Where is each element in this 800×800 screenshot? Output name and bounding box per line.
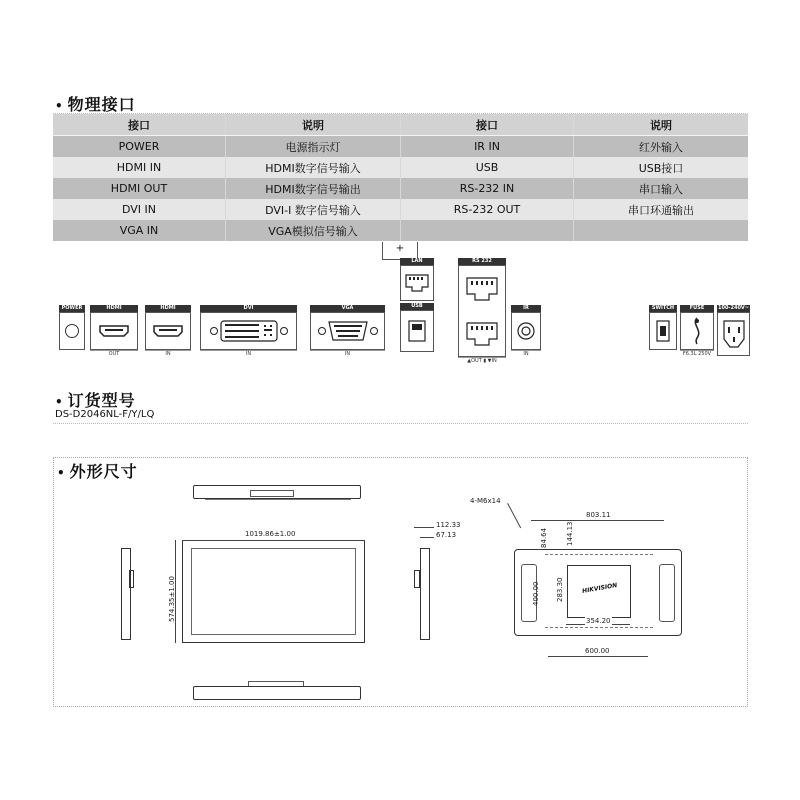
ac-inlet-icon bbox=[720, 319, 748, 349]
table-cell bbox=[401, 220, 574, 241]
table-cell: DVI IN bbox=[53, 199, 226, 220]
port-sub-label: F6.3L 250V bbox=[680, 350, 714, 357]
hdmi-icon bbox=[153, 325, 183, 337]
divider bbox=[53, 423, 748, 424]
bottom-view-drawing bbox=[193, 686, 361, 700]
table-cell: USB接口 bbox=[638, 161, 684, 175]
hdmi-port-body bbox=[90, 312, 138, 350]
table-cell: USB bbox=[401, 157, 574, 178]
table-cell: HDMI IN bbox=[53, 157, 226, 178]
brand-logo: HIKVISION bbox=[581, 581, 618, 596]
dim-line bbox=[182, 540, 365, 541]
table-row bbox=[53, 157, 748, 178]
side-view-left-mount bbox=[129, 570, 134, 588]
fuse-body bbox=[680, 312, 714, 350]
port-sub-label: IN bbox=[200, 350, 297, 357]
rear-right-bracket bbox=[659, 564, 675, 622]
port-label: DVI bbox=[200, 305, 297, 312]
port-label: RS 232 bbox=[458, 258, 506, 265]
rear-width-dimension: 803.11 bbox=[586, 511, 611, 519]
port-label: VGA bbox=[310, 305, 385, 312]
port-hdmi-out bbox=[90, 305, 138, 357]
port-dvi bbox=[200, 305, 297, 357]
rear-283-dimension: 283.30 bbox=[556, 577, 564, 602]
port-label: IR bbox=[511, 305, 541, 312]
table-row bbox=[53, 135, 748, 157]
height-dimension: 574.35±1.00 bbox=[168, 576, 176, 622]
order-section-title: • 订货型号 bbox=[55, 391, 136, 410]
port-usb bbox=[400, 303, 434, 352]
rear-600-dimension: 600.00 bbox=[585, 647, 610, 655]
interfaces-title-text: 物理接口 bbox=[67, 95, 136, 114]
usb-port-body bbox=[400, 310, 434, 352]
hdmi-port-body bbox=[145, 312, 191, 350]
table-cell: RS-232 IN bbox=[401, 178, 574, 199]
vga-port-body bbox=[310, 312, 385, 350]
audio-jack-icon bbox=[516, 321, 536, 341]
top-view-port-panel bbox=[250, 490, 294, 497]
hdmi-icon bbox=[99, 325, 129, 337]
interfaces-section-title: • 物理接口 bbox=[55, 95, 136, 114]
port-sub-label: ▲OUT ▮ ▼IN bbox=[458, 357, 506, 364]
table-row bbox=[53, 199, 748, 220]
table-cell: HDMI数字信号输入 bbox=[226, 157, 401, 178]
port-fuse bbox=[680, 305, 714, 357]
table-row bbox=[53, 178, 748, 199]
rs232-out-icon bbox=[463, 274, 501, 304]
table-header-row bbox=[53, 114, 748, 135]
dim-line bbox=[414, 527, 434, 528]
port-label: HDMI bbox=[145, 305, 191, 312]
table-cell: 红外输入 bbox=[639, 140, 683, 154]
top-view-feet bbox=[205, 499, 351, 503]
order-model: DS-D2046NL-F/Y/LQ bbox=[55, 409, 155, 420]
rj45-icon bbox=[404, 273, 430, 293]
port-label: 100-240V~ bbox=[717, 305, 749, 311]
bottom-view-bracket bbox=[248, 681, 304, 686]
rs232-port-body bbox=[458, 265, 506, 357]
table-cell: RS-232 OUT bbox=[401, 199, 574, 220]
rear-144-dimension: 144.13 bbox=[566, 521, 574, 546]
table-cell bbox=[574, 220, 748, 241]
rear-vent-row bbox=[545, 554, 653, 558]
port-ac bbox=[717, 305, 750, 356]
lan-port-body bbox=[400, 265, 434, 301]
port-hdmi-in bbox=[145, 305, 191, 357]
port-label: FUSE bbox=[680, 305, 714, 312]
depth-body-dimension: 67.13 bbox=[436, 531, 457, 539]
side-view-right bbox=[420, 548, 430, 640]
dim-line bbox=[531, 520, 664, 521]
port-sub-label: IN bbox=[310, 350, 385, 357]
port-label: LAN bbox=[400, 258, 434, 265]
plus-icon: + bbox=[395, 243, 405, 254]
rear-84-dimension: 84.64 bbox=[540, 527, 548, 548]
ir-port-body bbox=[511, 312, 541, 350]
table-cell: VGA模拟信号输入 bbox=[226, 220, 401, 241]
dimensions-section-title: • 外形尺寸 bbox=[57, 462, 138, 481]
front-view-drawing bbox=[182, 540, 365, 643]
power-led-icon bbox=[65, 324, 79, 338]
front-view-screen bbox=[191, 548, 356, 635]
rear-center-plate bbox=[567, 565, 631, 618]
port-vga bbox=[310, 305, 385, 357]
dvi-connector-icon bbox=[209, 318, 289, 344]
interfaces-table bbox=[53, 114, 748, 241]
side-view-left bbox=[121, 548, 131, 640]
port-label: SWITCH bbox=[649, 305, 677, 312]
dvi-port-body bbox=[200, 312, 297, 350]
table-cell: HDMI数字信号输出 bbox=[226, 178, 401, 199]
dim-line bbox=[548, 656, 648, 657]
mount-screw-label: 4-M6x14 bbox=[470, 497, 501, 505]
header-cell: 说明 bbox=[650, 118, 672, 132]
port-label: POWER bbox=[59, 305, 85, 312]
table-cell: VGA IN bbox=[53, 220, 226, 241]
table-cell: IR IN bbox=[401, 136, 574, 157]
switch-body bbox=[649, 312, 677, 350]
power-port-body bbox=[59, 312, 85, 350]
port-switch bbox=[649, 305, 677, 350]
rear-400-dimension: 400.00 bbox=[532, 581, 540, 606]
port-lan bbox=[400, 258, 434, 301]
width-dimension: 1019.86±1.00 bbox=[245, 530, 296, 538]
port-power bbox=[59, 305, 85, 350]
port-sub-label: IN bbox=[511, 350, 541, 357]
dim-line bbox=[420, 537, 434, 538]
rs232-in-icon bbox=[463, 319, 501, 349]
port-sub-label: IN bbox=[145, 350, 191, 357]
table-cell: 串口环通输出 bbox=[628, 203, 694, 217]
depth-total-dimension: 112.33 bbox=[436, 521, 461, 529]
table-cell: DVI-I 数字信号输入 bbox=[226, 199, 401, 220]
dimensions-title-text: 外形尺寸 bbox=[69, 462, 138, 481]
rocker-switch-icon bbox=[656, 320, 670, 342]
table-row bbox=[53, 220, 748, 241]
top-view-drawing bbox=[193, 485, 361, 499]
vga-connector-icon bbox=[317, 319, 379, 343]
table-cell: 串口输入 bbox=[639, 182, 683, 196]
port-rs232 bbox=[458, 258, 506, 364]
rear-vent-row bbox=[545, 627, 653, 631]
header-cell: 接口 bbox=[53, 114, 226, 135]
table-cell: 电源指示灯 bbox=[226, 136, 401, 157]
side-view-right-mount bbox=[414, 570, 420, 588]
table-cell: POWER bbox=[53, 136, 226, 157]
header-cell: 接口 bbox=[401, 114, 574, 135]
order-title-text: 订货型号 bbox=[67, 391, 136, 410]
port-sub-label: OUT bbox=[90, 350, 138, 357]
fuse-icon bbox=[689, 316, 705, 346]
port-ir bbox=[511, 305, 541, 357]
port-label: HDMI bbox=[90, 305, 138, 312]
header-cell: 说明 bbox=[226, 114, 401, 135]
rear-354-dimension: 354.20 bbox=[586, 617, 611, 625]
table-cell: HDMI OUT bbox=[53, 178, 226, 199]
port-label: USB bbox=[400, 303, 434, 310]
usb-icon bbox=[407, 319, 427, 343]
ac-body bbox=[717, 312, 750, 356]
